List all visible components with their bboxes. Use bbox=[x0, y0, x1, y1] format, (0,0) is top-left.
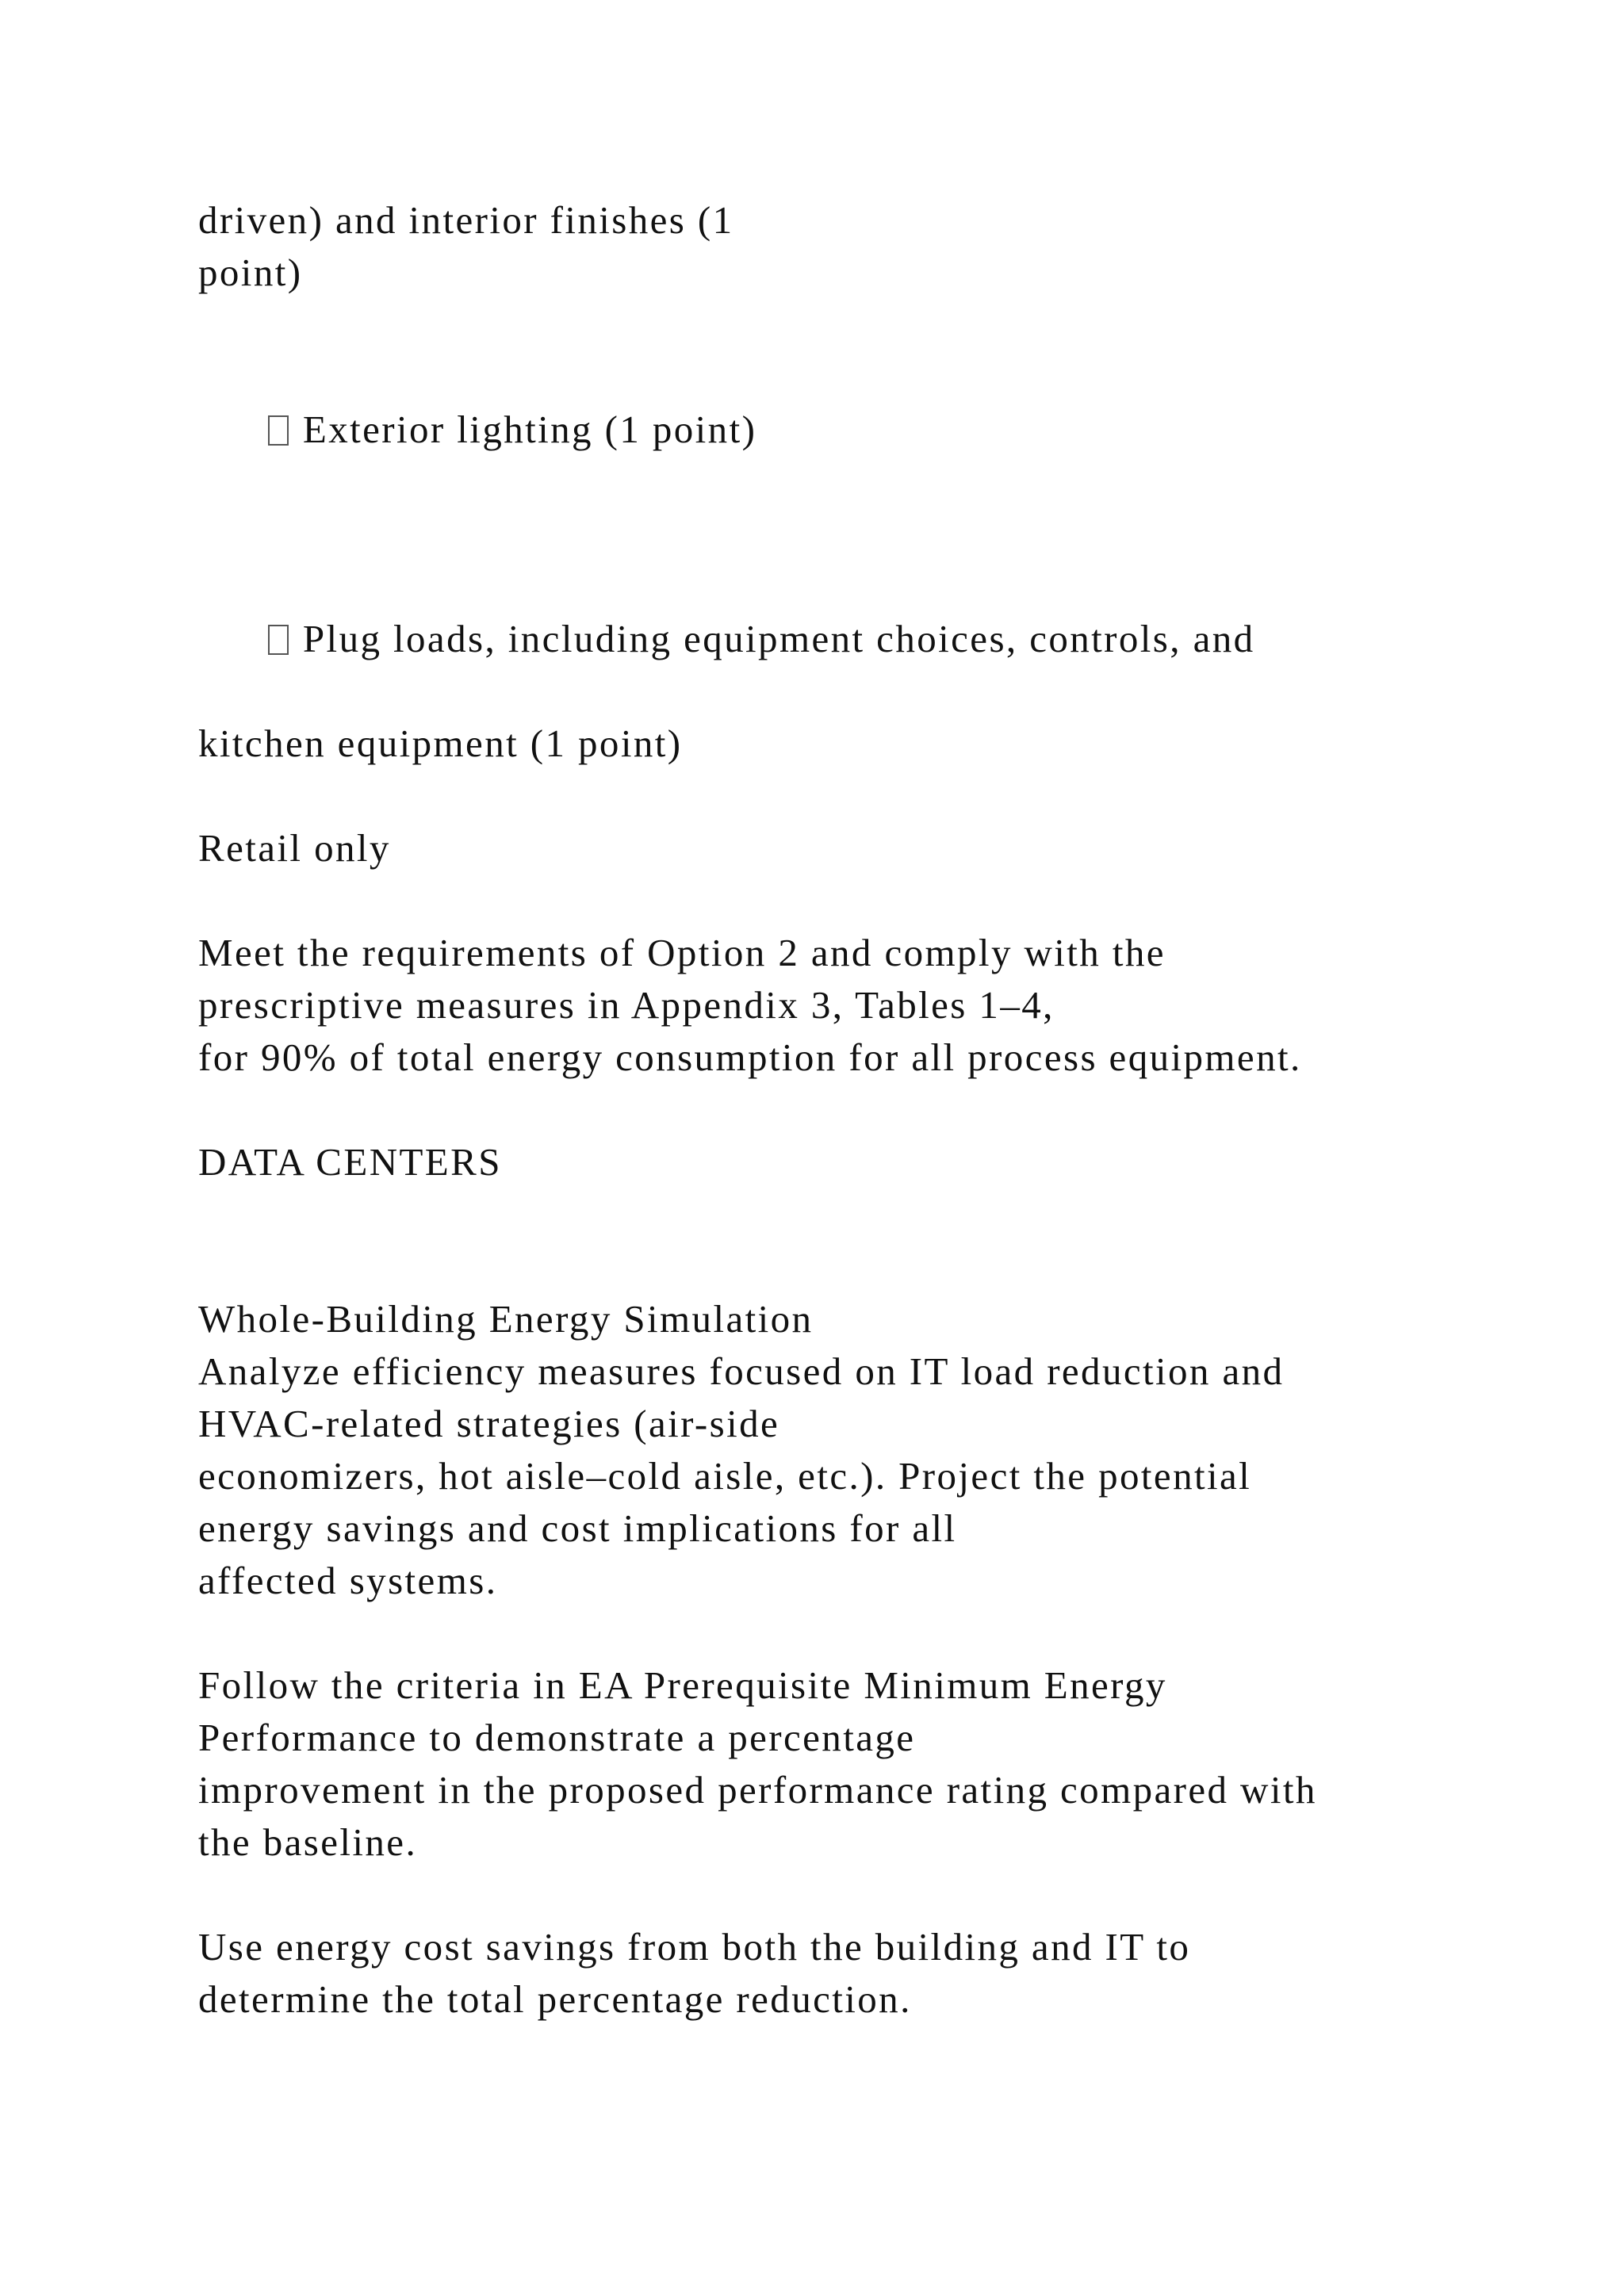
bullet-text: Plug loads, including equipment choices, controls, and bbox=[302, 617, 1255, 660]
intro-paragraph bbox=[198, 194, 1546, 299]
section-heading: DATA CENTERS bbox=[198, 1140, 502, 1184]
bullet-text: kitchen equipment (1 point) bbox=[198, 721, 683, 765]
simulation-paragraph bbox=[198, 1293, 1546, 1607]
text-line: prescriptive measures in Appendix 3, Tables 1–4, bbox=[198, 983, 1055, 1027]
text-line: improvement in the proposed performance rating compared with bbox=[198, 1768, 1317, 1812]
criteria-paragraph bbox=[198, 1659, 1546, 1869]
text-line: Analyze efficiency measures focused on IT load reduction and bbox=[198, 1349, 1285, 1393]
text-line: affected systems. bbox=[198, 1559, 498, 1602]
text-line: Meet the requirements of Option 2 and comply with the bbox=[198, 931, 1166, 974]
text-line: economizers, hot aisle–cold aisle, etc.). Project the potential bbox=[198, 1454, 1252, 1498]
text-line: Whole-Building Energy Simulation bbox=[198, 1297, 814, 1341]
document-page bbox=[198, 194, 1546, 2078]
text-line: energy savings and cost implications for all bbox=[198, 1506, 957, 1550]
missing-glyph-bullet-icon bbox=[268, 415, 289, 446]
text-line: Use energy cost savings from both the building and IT to bbox=[198, 1925, 1191, 1969]
retail-heading bbox=[198, 822, 1546, 874]
bullet-exterior-lighting bbox=[198, 351, 1546, 508]
bullet-text: Exterior lighting (1 point) bbox=[302, 408, 757, 451]
text-line: Follow the criteria in EA Prerequisite Minimum Energy bbox=[198, 1663, 1167, 1707]
bullet-plug-loads bbox=[198, 561, 1546, 770]
text-line: HVAC-related strategies (air-side bbox=[198, 1402, 780, 1445]
text-line: the baseline. bbox=[198, 1820, 418, 1864]
section-heading: Retail only bbox=[198, 826, 391, 870]
savings-paragraph bbox=[198, 1921, 1546, 2026]
text-line: Performance to demonstrate a percentage bbox=[198, 1716, 916, 1759]
text-line: point) bbox=[198, 251, 303, 294]
retail-paragraph bbox=[198, 927, 1546, 1084]
text-line: determine the total percentage reduction. bbox=[198, 1977, 912, 2021]
text-line: for 90% of total energy consumption for all process equipment. bbox=[198, 1035, 1302, 1079]
text-line: driven) and interior finishes (1 bbox=[198, 198, 734, 242]
data-centers-heading bbox=[198, 1136, 1546, 1188]
missing-glyph-bullet-icon bbox=[268, 625, 289, 655]
